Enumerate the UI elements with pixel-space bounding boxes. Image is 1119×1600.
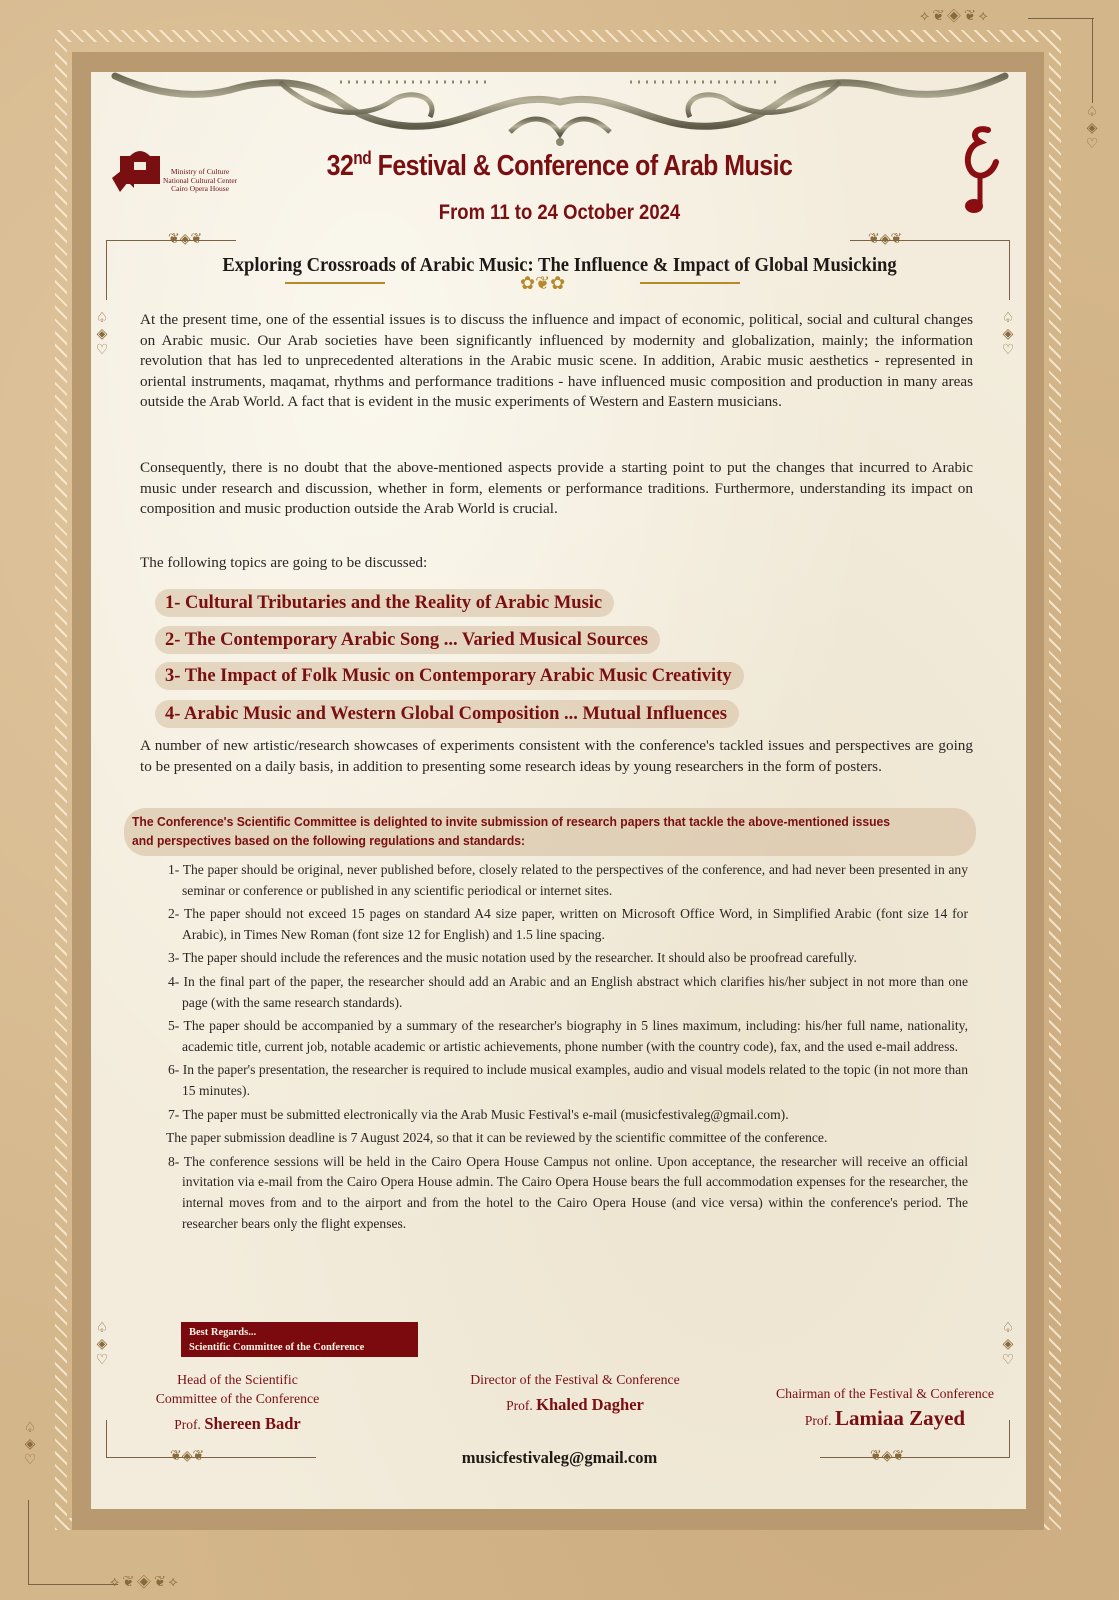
signature-name: Lamiaa Zayed	[834, 1406, 966, 1430]
regulation-item: 8- The conference sessions will be held in the Cairo Opera House Campus not online. Upon acceptance, the researcher will receive an official invitation via e-mail from the Cairo Opera House admin. The Cairo Opera House bears the full accommodation expenses for the researcher, the internal moves from and to the airport and from the hotel to the Cairo Opera House (and vice versa) within the conference's period. The researcher bears only the flight expenses.	[168, 1153, 968, 1231]
topics-intro: The following topics are going to be discussed:	[140, 554, 428, 571]
arabic-music-note-icon	[950, 122, 1006, 217]
signature-director	[440, 1370, 710, 1415]
regulation-item: 5- The paper should be accompanied by a summary of the researcher's biography in 5 lines maximum, including: his/her full name, nationality, academic title, current job, notable academic or artistic achievements, phone number (with the country code), fax, and the used e-mail address.	[168, 1018, 968, 1054]
subtitle-underline	[640, 282, 740, 284]
side-ornament-icon: ♤◈♡	[1000, 310, 1015, 358]
deadline-note: The paper submission deadline is 7 August 2024, so that it can be reviewed by the scientific committee of the conference.	[166, 1130, 828, 1146]
side-ornament-icon: ♤◈♡	[94, 310, 109, 358]
side-ornament-icon: ♤◈♡	[94, 1320, 109, 1368]
regulations-list	[168, 860, 968, 1237]
best-regards-box	[181, 1322, 418, 1357]
ornament-icon: ⟡ ❦ ◈ ❦ ⟡	[110, 1575, 178, 1590]
signature-role: Committee of the Conference	[155, 1391, 320, 1406]
signature-name: Shereen Badr	[204, 1414, 301, 1433]
invitation-text: The Conference's Scientific Committee is delighted to invite submission of research papers that tackle the above-mentioned issues and perspectives based on the following regulations and standards:	[132, 814, 890, 848]
ornament-icon: ♤◈♡	[1084, 104, 1099, 152]
conference-subtitle: Exploring Crossroads of Arabic Music: The Influence & Impact of Global Musicking	[222, 254, 897, 276]
regulation-item: 4- In the final part of the paper, the researcher should add an Arabic and an English abstract which clarifies his/her subject in not more than one page (with the same research standards).	[168, 973, 968, 1010]
title-text: Festival & Conference of Arab Music	[377, 150, 793, 182]
regulation-item: 6- In the paper's presentation, the researcher is required to include musical examples, audio and visual models related to the topic (in not more than 15 minutes).	[168, 1062, 968, 1098]
topic-item: 3- The Impact of Folk Music on Contemporary Arabic Music Creativity	[155, 662, 744, 690]
ornament-icon: ❦◈❦	[170, 1449, 205, 1464]
logo-line: National Cultural Center	[163, 175, 238, 185]
regards-signer: Scientific Committee of the Conference	[189, 1342, 365, 1353]
title-number: 32	[326, 150, 354, 182]
regulation-item: 1- The paper should be original, never published before, closely related to the perspectives of the conference, and had never been presented in any seminar or conference or published in any scientific periodical or internet sites.	[168, 862, 968, 898]
contact-email-link[interactable]: musicfestivaleg@gmail.com	[461, 1448, 658, 1467]
top-right-rule	[1028, 18, 1094, 19]
gold-floral-ornament-icon: ✿❦✿	[520, 273, 566, 293]
ornament-icon: ❦◈❦	[868, 232, 903, 247]
topic-item: 4- Arabic Music and Western Global Composition ... Mutual Influences	[155, 700, 739, 728]
ornament-icon: ⟡ ❦ ◈ ❦ ⟡	[920, 9, 988, 24]
signature-role: Chairman of the Festival & Conference	[775, 1386, 994, 1401]
top-flourish-ornament	[110, 72, 1010, 152]
signature-chairman	[740, 1384, 1030, 1430]
intro-paragraph: At the present time, one of the essential issues is to discuss the influence and impact of economic, political, social and cultural changes on Arabic music. Our Arab societies have been significantly influenced by modernity and globalization, mainly; the information revolution that has led to unprecedented alterations in the Arabic music scene. In addition, Arabic music aesthetics - represented in oriental instruments, maqamat, rhythms and performance traditions - have influenced music composition and production in many areas outside the Arab World. A fact that is evident in the music experiments of Western and Eastern musicians.	[140, 311, 973, 410]
signature-role: Director of the Festival & Conference	[470, 1372, 680, 1387]
festival-dates: From 11 to 24 October 2024	[438, 201, 681, 224]
intro-paragraph: Consequently, there is no doubt that the above-mentioned aspects provide a starting point to put the changes that incurred to Arabic music under research and discussion, whether in form, elements or performance traditions. Furthermore, understanding its impact on composition and music production outside the Arab World is crucial.	[140, 459, 973, 517]
signature-prefix: Prof.	[174, 1417, 201, 1432]
signature-prefix: Prof.	[804, 1413, 832, 1428]
right-vertical-rule	[1092, 18, 1093, 103]
regards-line: Best Regards...	[189, 1327, 257, 1338]
ornament-icon: ♤◈♡	[22, 1420, 37, 1468]
logo-line: Ministry of Culture	[170, 167, 230, 176]
bottom-left-rule	[28, 1584, 118, 1585]
left-vertical-rule	[28, 1500, 29, 1584]
regulation-item: 2- The paper should not exceed 15 pages on standard A4 size paper, written on Microsoft Office Word, in Simplified Arabic (font size 14 for Arabic), in Times New Roman (font size 12 for English) and 1.5 line spacing.	[168, 906, 968, 942]
ornament-icon: ❦◈❦	[870, 1449, 905, 1464]
signature-name: Khaled Dagher	[536, 1395, 644, 1414]
side-ornament-icon: ♤◈♡	[1000, 1320, 1015, 1368]
showcase-paragraph: A number of new artistic/research showcases of experiments consistent with the conference's tackled issues and perspectives are going to be presented on a daily basis, in addition to presenting some research ideas by young researchers in the form of posters.	[140, 737, 973, 775]
signature-head-scientific-committee	[130, 1370, 345, 1434]
signature-role: Head of the Scientific	[177, 1372, 298, 1387]
ornament-icon: ❦◈❦	[168, 232, 203, 247]
subtitle-underline	[285, 282, 385, 284]
title-ordinal: nd	[353, 148, 372, 168]
topic-item: 2- The Contemporary Arabic Song ... Varied Musical Sources	[155, 626, 660, 654]
regulation-item: 3- The paper should include the references and the music notation used by the researcher. It should also be proofread carefully.	[168, 950, 857, 966]
topic-item: 1- Cultural Tributaries and the Reality of Arabic Music	[155, 589, 614, 617]
signature-prefix: Prof.	[506, 1398, 533, 1413]
logo-line: Cairo Opera House	[171, 184, 230, 193]
page-title	[78, 150, 1040, 183]
regulation-item: 7- The paper must be submitted electronically via the Arab Music Festival's e-mail (musicfestivaleg@gmail.com).	[168, 1106, 789, 1122]
